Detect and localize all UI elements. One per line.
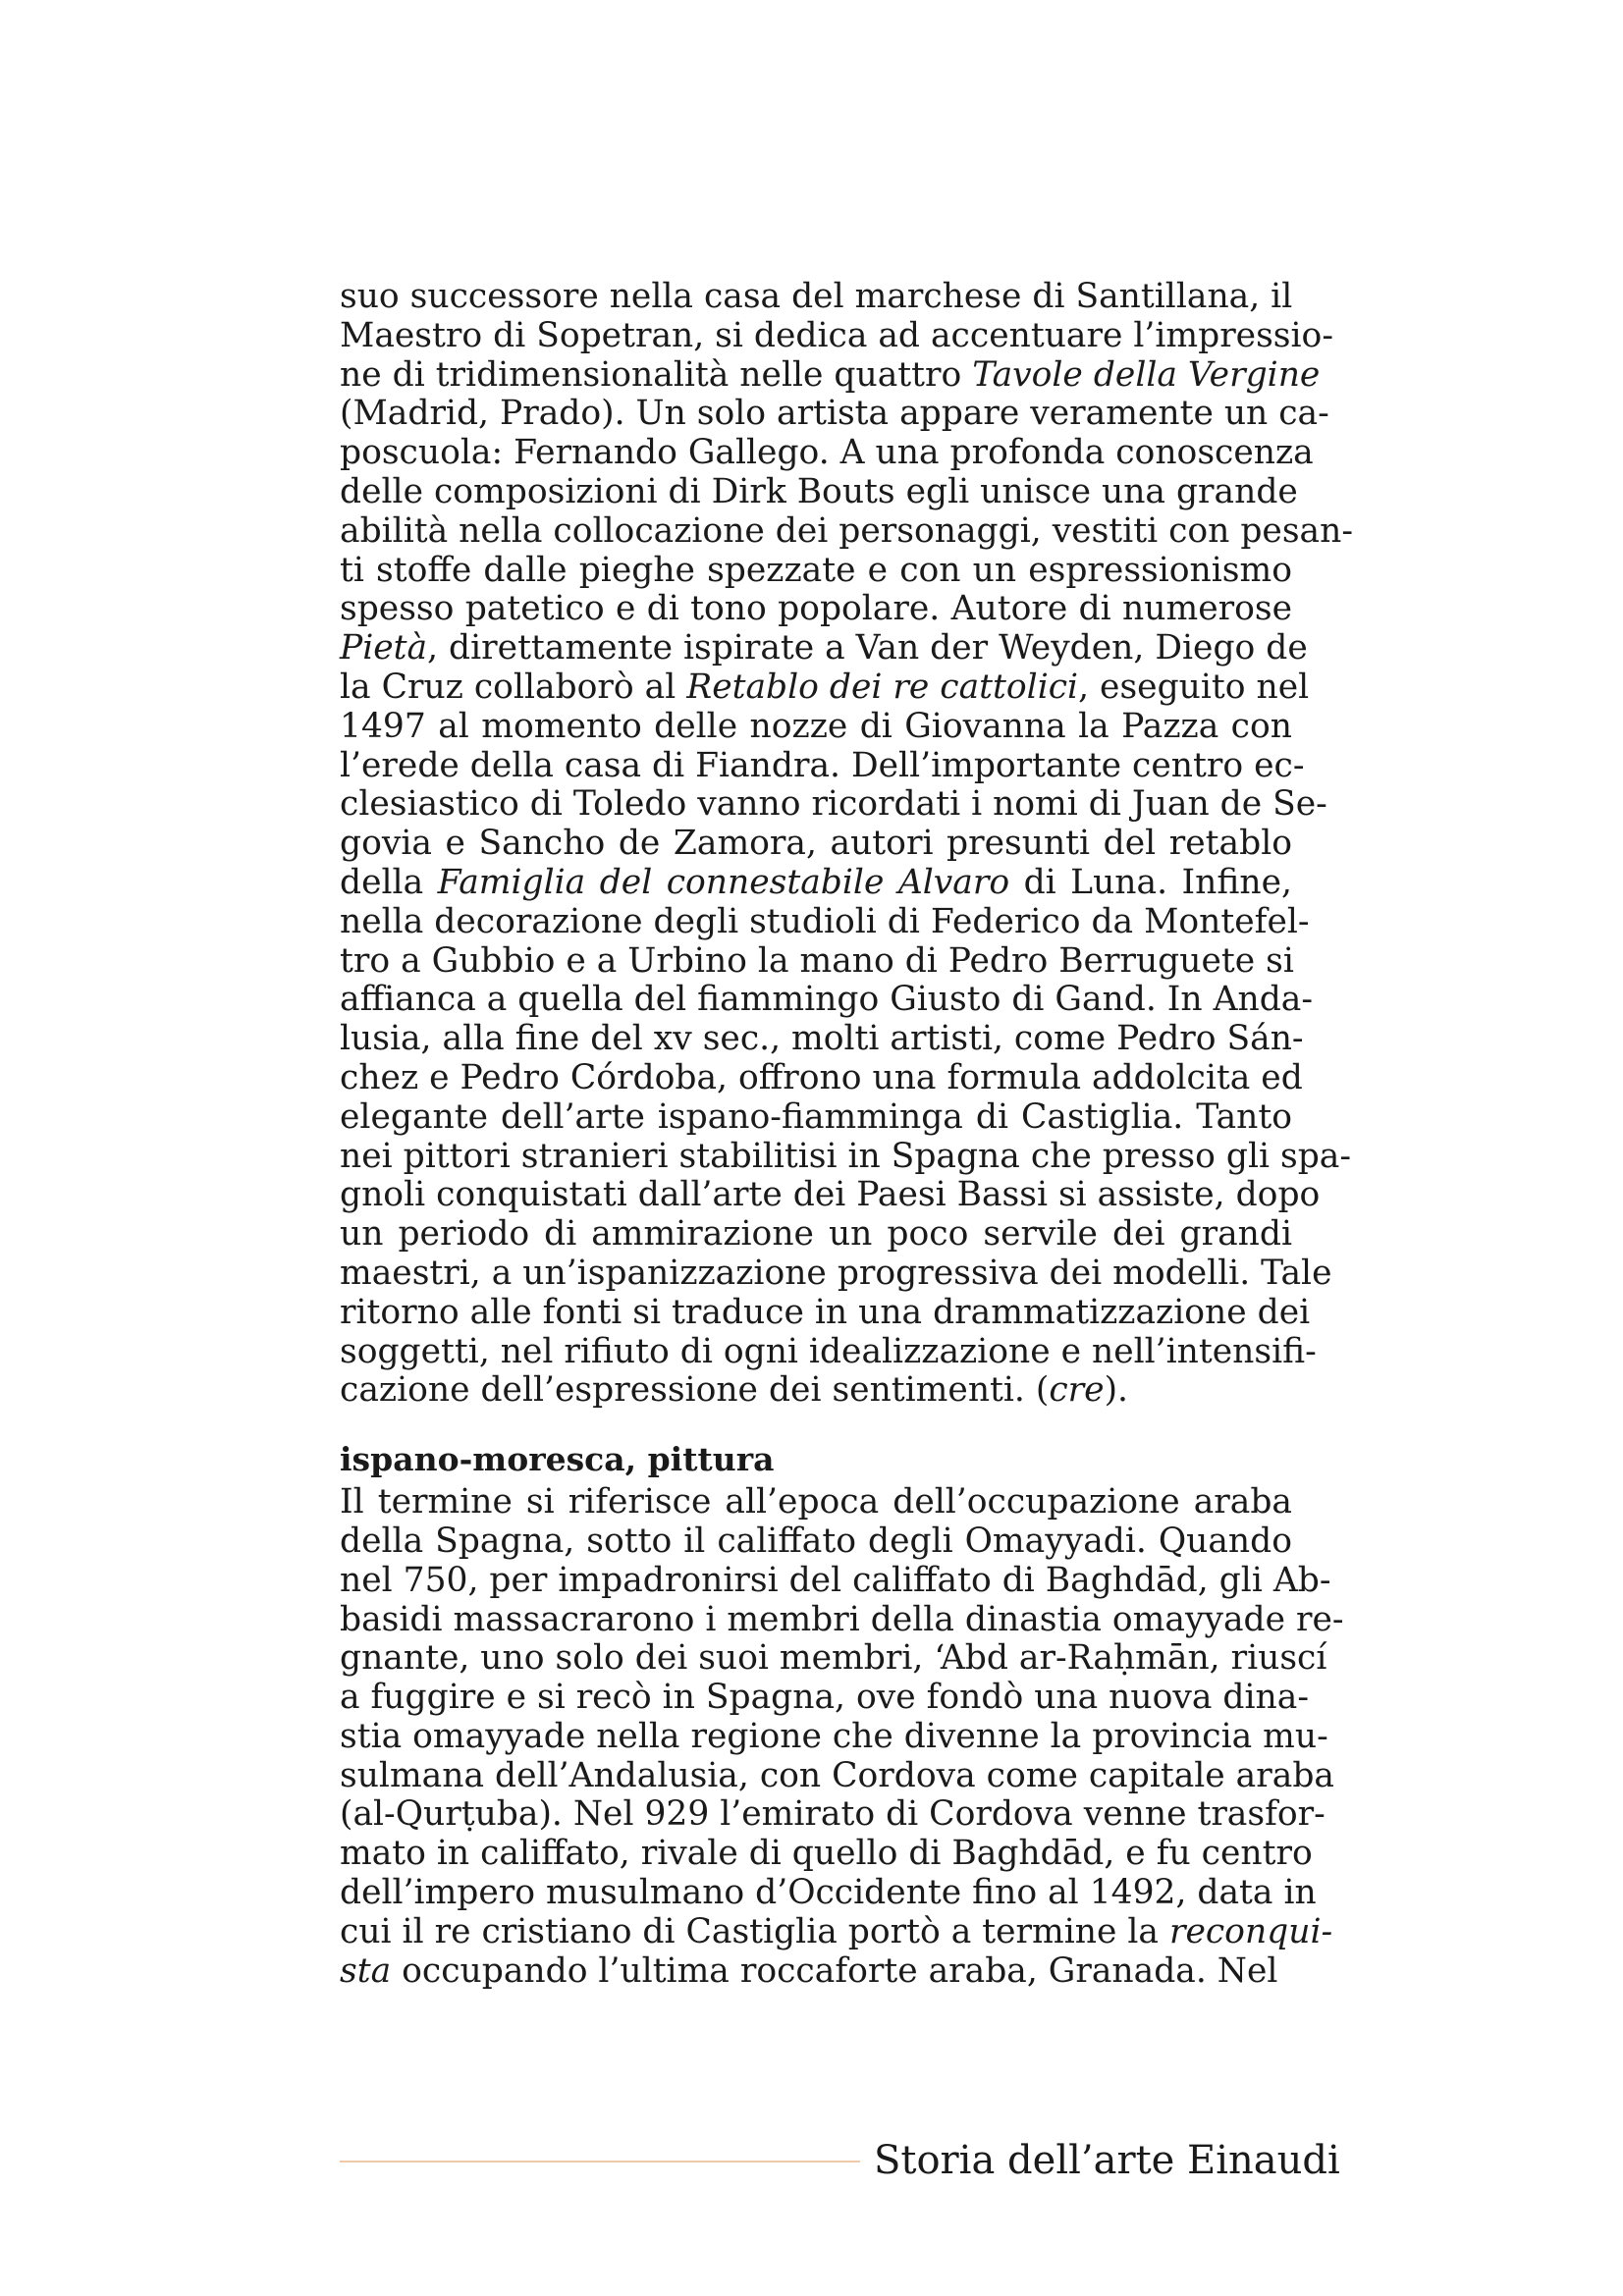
text-line [340, 1599, 1344, 1640]
text-segment: , direttamente ispirate a Van der Weyden, Diego de [427, 628, 1308, 668]
text-line [340, 433, 1314, 473]
italic-text: Tavole della Vergine [972, 354, 1321, 395]
text-line [340, 315, 1333, 356]
italic-text: Retablo dei re cattolici [686, 667, 1079, 707]
text-segment: la Cruz collaborò al [340, 667, 687, 707]
text-segment: mato in califfato, rivale di quello di Baghdād, e fu centro [340, 1834, 1313, 1874]
text-segment: Maestro di Sopetran, si dedica ad accentuare l’impressio- [340, 315, 1333, 355]
text-segment: chez e Pedro Córdoba, offrono una formula addolcita ed [340, 1057, 1303, 1097]
text-line [340, 1331, 1317, 1372]
text-segment: tro a Gubbio e a Urbino la mano di Pedro Berruguete si [340, 940, 1294, 981]
text-line [340, 708, 1292, 747]
text-line [340, 510, 1354, 552]
text-line [340, 864, 1292, 903]
text-segment: della Spagna, sotto il califfato degli Omayyadi. Quando [340, 1521, 1292, 1561]
text-line [340, 667, 1310, 708]
text-segment: un periodo di ammirazione un poco servile dei grandi [340, 1214, 1292, 1255]
text-line [340, 1755, 1334, 1796]
text-line [340, 590, 1292, 629]
text-segment: , eseguito nel [1078, 667, 1310, 707]
text-line [340, 1019, 1304, 1059]
text-line [340, 1215, 1292, 1255]
text-line [340, 354, 1321, 396]
text-segment: delle composizioni di Dirk Bouts egli unisce una grande [340, 471, 1298, 511]
footer-title: Storia dell’arte Einaudi [874, 2138, 1340, 2183]
text-line [340, 1716, 1328, 1757]
text-segment: nei pittori stranieri stabilitisi in Spagna che presso gli spa- [340, 1136, 1352, 1176]
text-segment: 1497 al momento delle nozze di Giovanna la Pazza con [340, 706, 1292, 746]
italic-text: cre [1049, 1370, 1105, 1411]
text-segment: sulmana dell’Andalusia, con Cordova come capitale araba [340, 1755, 1334, 1795]
text-segment: occupando l’ultima roccaforte araba, Granada. Nel [391, 1950, 1278, 1991]
text-line [340, 278, 1292, 317]
text-line [340, 628, 1308, 668]
text-segment: l’erede della casa di Fiandra. Dell’importante centro ec- [340, 745, 1305, 785]
text-segment: nel 750, per impadronirsi del califfato di Baghdād, gli Ab- [340, 1560, 1331, 1600]
text-segment: nella decorazione degli studioli di Federico da Montefel- [340, 901, 1310, 941]
text-line [340, 394, 1329, 434]
text-line [340, 1834, 1313, 1874]
text-line [340, 1292, 1311, 1333]
text-segment: elegante dell’arte ispano-fiamminga di Castiglia. Tanto [340, 1096, 1292, 1137]
entry-heading: ispano-moresca, pittura [340, 1440, 775, 1479]
text-line [340, 471, 1298, 512]
text-segment: gnoli conquistati dall’arte dei Paesi Bassi si assiste, dopo [340, 1175, 1321, 1215]
italic-text: sta [340, 1950, 392, 1991]
text-segment: dell’impero musulmano d’Occidente fino al 1492, data in [340, 1873, 1317, 1913]
entry-body [340, 1482, 1344, 1991]
text-line [340, 784, 1327, 825]
text-segment: soggetti, nel rifiuto di ogni idealizzazione e nell’intensifi- [340, 1331, 1317, 1371]
text-line [340, 980, 1314, 1020]
text-segment: lusia, alla fine del xv sec., molti artisti, come Pedro Sán- [340, 1019, 1304, 1059]
text-line [340, 1678, 1309, 1718]
text-line [340, 1911, 1333, 1952]
text-segment: a fuggire e si recò in Spagna, ove fondò una nuova dina- [340, 1678, 1309, 1718]
text-segment: spesso patetico e di tono popolare. Autore di numerose [340, 589, 1292, 629]
text-line [340, 1371, 1292, 1411]
text-segment: di Luna. Infine, [1009, 862, 1292, 902]
text-line [340, 1175, 1321, 1215]
text-line [340, 1098, 1292, 1138]
italic-text: reconqui- [1168, 1911, 1333, 1951]
text-line [340, 1560, 1331, 1601]
text-segment: Il termine si riferisce all’epoca dell’occupazione araba [340, 1482, 1292, 1522]
text-segment: ). [1104, 1370, 1128, 1411]
text-line [340, 1057, 1303, 1098]
text-segment: poscuola: Fernando Gallego. A una profonda conoscenza [340, 433, 1314, 473]
text-segment: ritorno alle fonti si traduce in una drammatizzazione dei [340, 1292, 1311, 1332]
text-line [340, 1952, 1292, 1992]
text-segment: maestri, a un’ispanizzazione progressiva dei modelli. Tale [340, 1253, 1332, 1293]
text-line [340, 552, 1292, 591]
text-line [340, 1483, 1292, 1522]
main-text [340, 277, 1354, 1991]
text-segment: affianca a quella del fiammingo Giusto di Gand. In Anda- [340, 980, 1314, 1020]
text-line [340, 1794, 1325, 1835]
text-segment: (Madrid, Prado). Un solo artista appare veramente un ca- [340, 394, 1329, 434]
text-line [340, 825, 1292, 864]
text-segment: cui il re cristiano di Castiglia portò a termine la [340, 1911, 1169, 1951]
text-segment: clesiastico di Toledo vanno ricordati i nomi di Juan de Se- [340, 784, 1327, 825]
footer-rule [340, 2161, 860, 2163]
text-segment: cazione dell’espressione dei sentimenti. ( [340, 1370, 1050, 1411]
entry-continuation [340, 277, 1354, 1411]
text-line [340, 1253, 1332, 1294]
text-segment: ti stoffe dalle pieghe spezzate e con un espressionismo [340, 550, 1292, 590]
text-line [340, 1638, 1327, 1679]
text-segment: ne di tridimensionalità nelle quattro [340, 354, 973, 395]
text-segment: govia e Sancho de Zamora, autori presunti del retablo [340, 824, 1292, 864]
text-line [340, 942, 1292, 982]
text-segment: abilità nella collocazione dei personaggi, vestiti con pesan- [340, 510, 1354, 551]
text-segment: della [340, 862, 438, 902]
text-segment: suo successore nella casa del marchese di Santillana, il [340, 277, 1293, 316]
italic-text: Pietà [340, 628, 428, 668]
text-line [340, 745, 1305, 786]
text-line [340, 1136, 1352, 1177]
text-line [340, 1873, 1317, 1913]
text-segment: basidi massacrarono i membri della dinastia omayyade re- [340, 1599, 1344, 1639]
text-line [340, 1522, 1292, 1562]
text-segment: gnante, uno solo dei suoi membri, ‘Abd ar-Raḥmān, riuscí [340, 1638, 1327, 1679]
italic-text: Famiglia del connestabile Alvaro [437, 862, 1010, 902]
text-segment: stia omayyade nella regione che divenne la provincia mu- [340, 1716, 1328, 1756]
text-line [340, 901, 1310, 942]
text-segment: (al-Qurṭuba). Nel 929 l’emirato di Cordova venne trasfor- [340, 1794, 1325, 1835]
